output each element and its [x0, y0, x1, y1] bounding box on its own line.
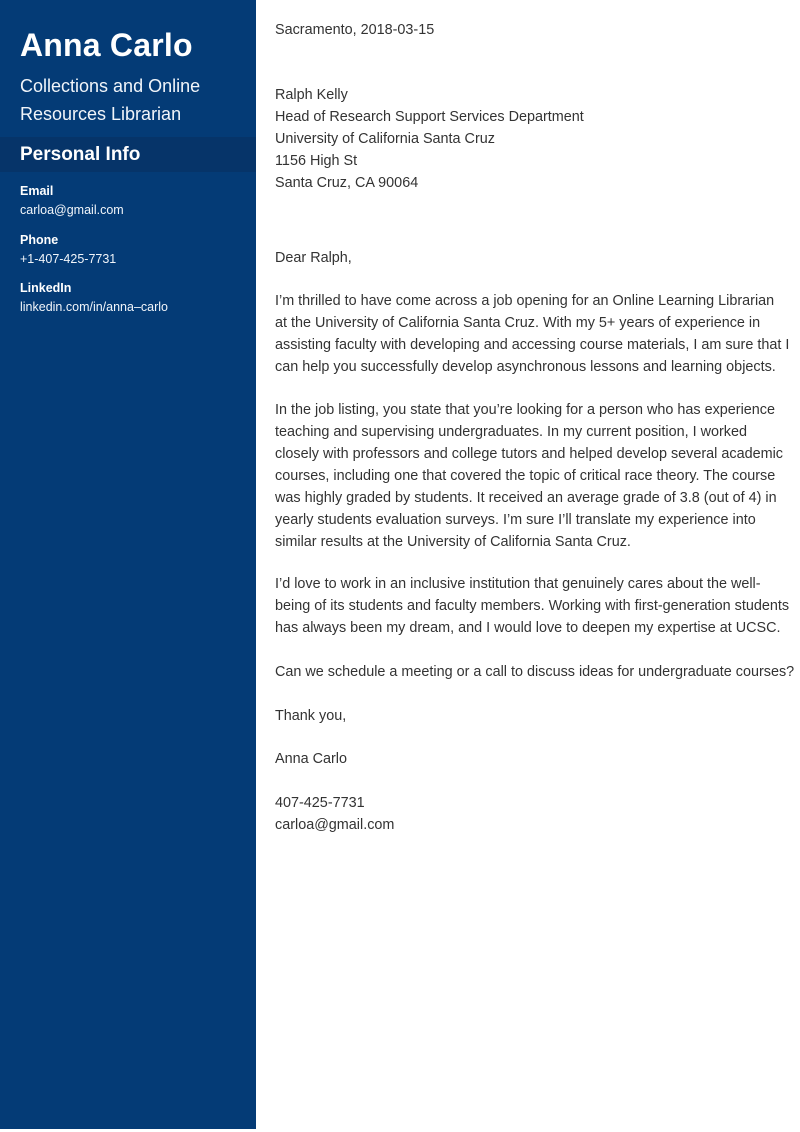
email-label: Email — [20, 184, 54, 198]
phone-label: Phone — [20, 233, 59, 247]
closing-phone: 407-425-7731 — [275, 795, 365, 811]
recipient-name: Ralph Kelly — [275, 87, 348, 103]
sidebar — [0, 0, 256, 1129]
paragraph-experience: In the job listing, you state that you’re looking for a person who has experience teaching and supervising undergraduates. In my current position, I worked closely with professors and college tutors and helped develop several academic courses, including one that covered the topic of critical race theory. The course was highly graded by students. It received an average grade of 3.8 (out of 4) in yearly students evaluation surveys. I’m sure I’ll translate my experience into similar results at the University of California Santa Cruz. — [275, 402, 783, 550]
paragraph-call-to-action: Can we schedule a meeting or a call to discuss ideas for undergraduate courses? — [275, 664, 795, 680]
signature: Anna Carlo — [275, 751, 347, 767]
info-linkedin — [20, 279, 250, 317]
applicant-name: Anna Carlo — [20, 27, 193, 63]
recipient-city: Santa Cruz, CA 90064 — [275, 175, 419, 191]
linkedin-value[interactable]: linkedin.com/in/anna–carlo — [20, 300, 169, 314]
personal-info-title: Personal Info — [20, 144, 141, 165]
email-value[interactable]: carloa@gmail.com — [20, 203, 124, 217]
recipient-organization: University of California Santa Cruz — [275, 131, 495, 147]
info-email — [20, 182, 250, 220]
paragraph-intro: I’m thrilled to have come across a job opening for an Online Learning Librarian at the University of California Santa Cruz. With my 5+ years of experience in assisting faculty with developing and accessing course materials, I am sure that I can help you successfully develop asynchronous lessons and learning objects. — [275, 293, 790, 375]
recipient-block — [275, 84, 584, 194]
info-phone — [20, 231, 250, 269]
recipient-street: 1156 High St — [275, 153, 358, 169]
personal-info-header — [0, 137, 256, 172]
applicant-job-title: Collections and Online Resources Librarian — [20, 76, 201, 124]
paragraph-motivation: I’d love to work in an inclusive institution that genuinely cares about the well-being of its students and faculty members. Working with first-generation students has always been my dream, and I would love to deepen my expertise at UCSC. — [275, 576, 790, 636]
date-line: Sacramento, 2018-03-15 — [275, 22, 435, 38]
phone-value[interactable]: +1-407-425-7731 — [20, 252, 117, 266]
closing: Thank you, — [275, 708, 347, 724]
recipient-title: Head of Research Support Services Department — [275, 109, 584, 125]
linkedin-label: LinkedIn — [20, 281, 72, 295]
salutation: Dear Ralph, — [275, 250, 352, 266]
closing-email: carloa@gmail.com — [275, 817, 395, 833]
closing-contact — [275, 792, 394, 836]
